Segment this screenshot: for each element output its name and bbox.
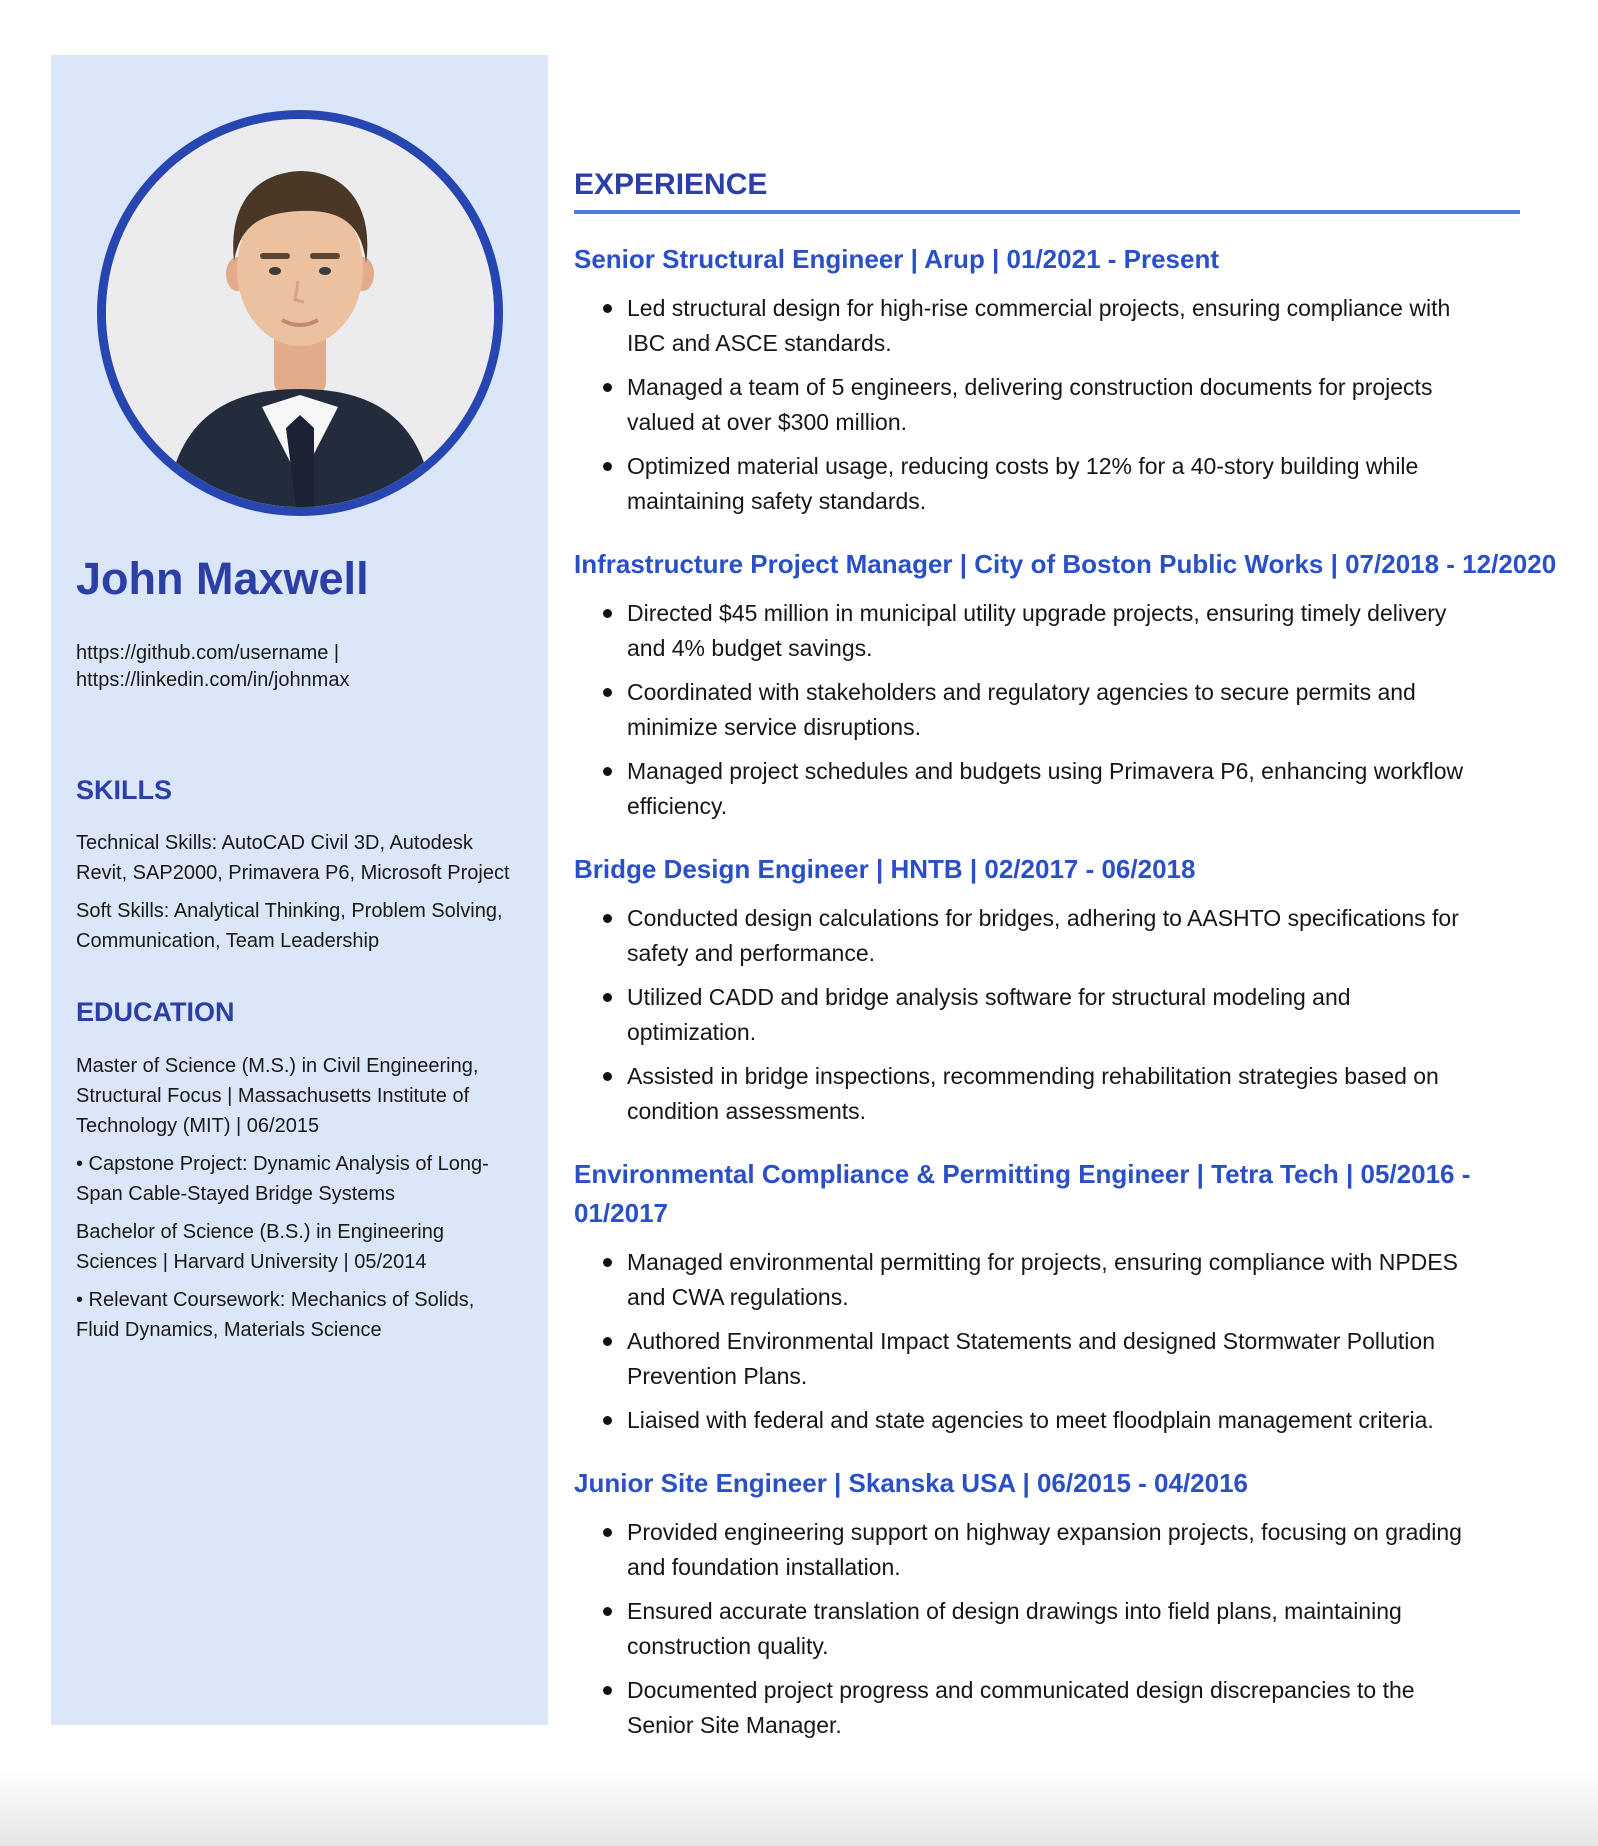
job-bullets <box>574 291 1559 519</box>
job-entry <box>574 545 1559 824</box>
job-title: Environmental Compliance & Permitting Engineer | Tetra Tech | 05/2016 - 01/2017 <box>574 1159 1471 1228</box>
candidate-name: John Maxwell <box>76 553 369 604</box>
education-heading: EDUCATION <box>76 997 235 1028</box>
skills-heading: SKILLS <box>76 775 173 805</box>
job-bullet: Provided engineering support on highway expansion projects, focusing on grading and foundation installation. <box>574 1515 1477 1585</box>
job-bullet: Led structural design for high-rise commercial projects, ensuring compliance with IBC and ASCE standards. <box>574 291 1477 361</box>
job-title: Junior Site Engineer | Skanska USA | 06/2015 - 04/2016 <box>574 1468 1249 1498</box>
portrait-illustration <box>106 119 494 507</box>
job-bullet: Utilized CADD and bridge analysis software for structural modeling and optimization. <box>574 980 1477 1050</box>
job-bullet: Assisted in bridge inspections, recommending rehabilitation strategies based on condition assessments. <box>574 1059 1477 1129</box>
job-list <box>574 240 1559 1743</box>
job-bullets <box>574 901 1559 1129</box>
job-entry <box>574 1464 1559 1743</box>
job-bullet: Coordinated with stakeholders and regulatory agencies to secure permits and minimize service disruptions. <box>574 675 1477 745</box>
job-title: Infrastructure Project Manager | City of Boston Public Works | 07/2018 - 12/2020 <box>574 549 1557 579</box>
job-bullets <box>574 596 1559 824</box>
profile-photo <box>97 110 503 516</box>
job-entry <box>574 1155 1559 1438</box>
job-bullet: Conducted design calculations for bridges, adhering to AASHTO specifications for safety and performance. <box>574 901 1477 971</box>
experience-heading: EXPERIENCE <box>574 168 768 201</box>
job-bullet: Managed project schedules and budgets using Primavera P6, enhancing workflow efficiency. <box>574 754 1477 824</box>
job-bullets <box>574 1515 1559 1743</box>
skills-item: Soft Skills: Analytical Thinking, Problem Solving, Communication, Team Leadership <box>76 900 503 953</box>
job-title: Senior Structural Engineer | Arup | 01/2021 - Present <box>574 244 1220 274</box>
job-bullet: Liaised with federal and state agencies to meet floodplain management criteria. <box>574 1403 1477 1438</box>
education-item: • Capstone Project: Dynamic Analysis of Long-Span Cable-Stayed Bridge Systems <box>76 1152 489 1205</box>
education-list <box>76 1051 523 1345</box>
job-title: Bridge Design Engineer | HNTB | 02/2017 - 06/2018 <box>574 854 1196 884</box>
education-item: Bachelor of Science (B.S.) in Engineering Sciences | Harvard University | 05/2014 <box>76 1220 444 1273</box>
job-bullet: Ensured accurate translation of design drawings into field plans, maintaining construction quality. <box>574 1594 1477 1664</box>
page-edge-shadow <box>0 1768 1598 1846</box>
job-entry <box>574 240 1559 519</box>
job-bullet: Documented project progress and communicated design discrepancies to the Senior Site Manager. <box>574 1673 1477 1743</box>
skills-item: Technical Skills: AutoCAD Civil 3D, Autodesk Revit, SAP2000, Primavera P6, Microsoft Project <box>76 832 510 885</box>
job-bullet: Managed a team of 5 engineers, delivering construction documents for projects valued at over $300 million. <box>574 370 1477 440</box>
job-bullets <box>574 1245 1559 1438</box>
job-entry <box>574 850 1559 1129</box>
job-bullet: Optimized material usage, reducing costs by 12% for a 40-story building while maintaining safety standards. <box>574 449 1477 519</box>
job-bullet: Directed $45 million in municipal utility upgrade projects, ensuring timely delivery and 4% budget savings. <box>574 596 1477 666</box>
skills-list <box>76 828 523 956</box>
education-item: Master of Science (M.S.) in Civil Engineering, Structural Focus | Massachusetts Institute of Technology (MIT) | 06/2015 <box>76 1054 479 1137</box>
job-bullet: Managed environmental permitting for projects, ensuring compliance with NPDES and CWA regulations. <box>574 1245 1477 1315</box>
section-divider-rule <box>574 210 1520 214</box>
education-item: • Relevant Coursework: Mechanics of Solids, Fluid Dynamics, Materials Science <box>76 1288 475 1341</box>
job-bullet: Authored Environmental Impact Statements and designed Stormwater Pollution Prevention Plans. <box>574 1324 1477 1394</box>
experience-section <box>574 168 1559 1752</box>
sidebar <box>51 55 548 1725</box>
contact-links: https://github.com/username | https://linkedin.com/in/johnmax <box>76 642 350 691</box>
